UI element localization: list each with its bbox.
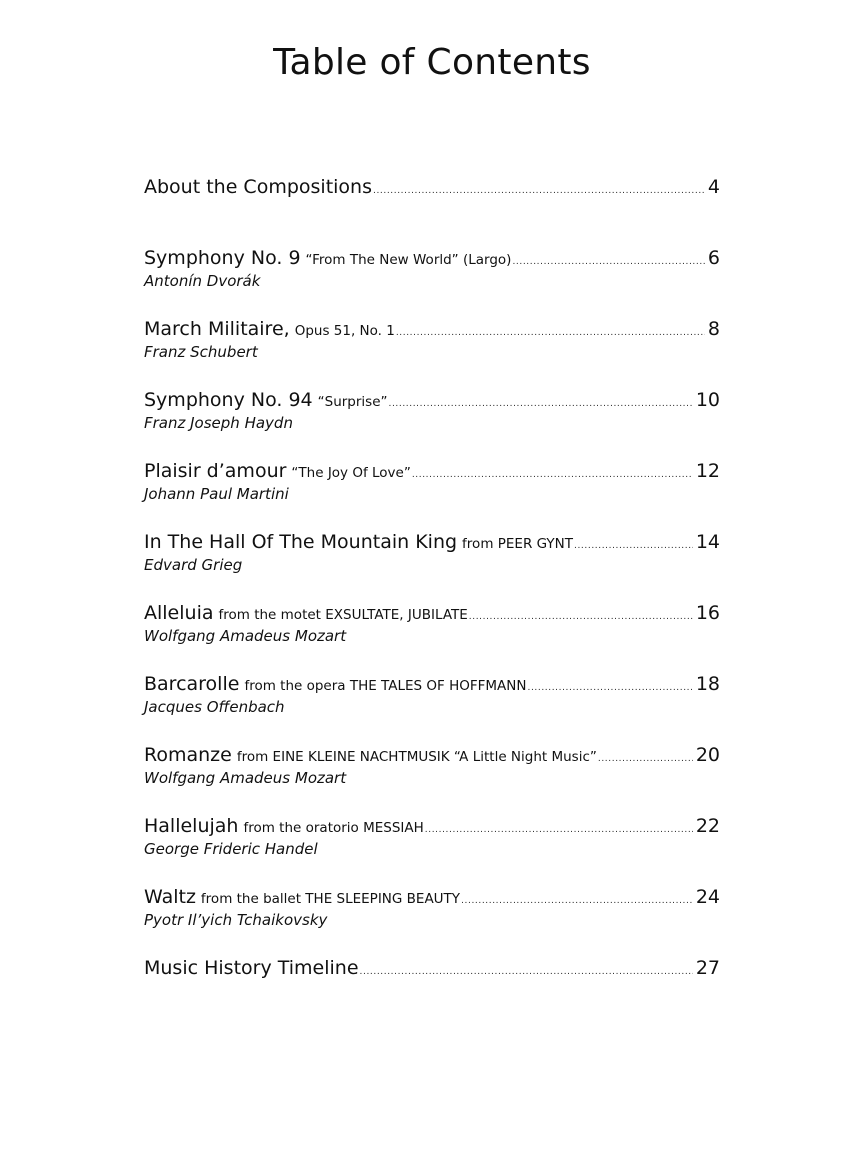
entry-page-number: 24 — [695, 886, 720, 908]
entry-page-number: 6 — [707, 247, 720, 269]
entry-composer: Johann Paul Martini — [144, 485, 289, 503]
entry-title: March Militaire, — [144, 318, 290, 340]
toc-entry[interactable] — [144, 815, 720, 886]
entry-title: Romanze — [144, 744, 232, 766]
entry-title: Music History Timeline — [144, 957, 359, 979]
dot-leader — [512, 257, 704, 267]
entry-page-number: 18 — [695, 673, 720, 695]
entry-composer: Jacques Offenbach — [144, 698, 285, 716]
entry-title: Alleluia — [144, 602, 214, 624]
dot-leader — [360, 967, 693, 977]
toc-entry[interactable] — [144, 886, 720, 957]
toc-entry[interactable] — [144, 389, 720, 460]
entry-page-number: 14 — [695, 531, 720, 553]
entry-subtitle: from the motet EXSULTATE, JUBILATE — [218, 607, 468, 623]
entry-page-number: 12 — [695, 460, 720, 482]
entry-subtitle: from the opera THE TALES OF HOFFMANN — [244, 678, 527, 694]
entry-page-number: 8 — [707, 318, 720, 340]
entry-subtitle: “Surprise” — [317, 394, 388, 410]
entry-subtitle: from the oratorio MESSIAH — [243, 820, 424, 836]
entry-subtitle: “The Joy Of Love” — [291, 465, 411, 481]
dot-leader — [389, 399, 693, 409]
entry-title: In The Hall Of The Mountain King — [144, 531, 458, 553]
toc-entry[interactable] — [144, 531, 720, 602]
dot-leader — [527, 683, 692, 693]
entry-title: About the Compositions — [144, 176, 372, 198]
entry-page-number: 16 — [695, 602, 720, 624]
entry-title: Waltz — [144, 886, 196, 908]
entry-subtitle: from EINE KLEINE NACHTMUSIK “A Little Night Music” — [236, 749, 597, 765]
entry-page-number: 27 — [695, 957, 720, 979]
page-title: Table of Contents — [273, 42, 591, 83]
entry-composer — [144, 981, 720, 1001]
toc-entry[interactable] — [144, 318, 720, 389]
toc-entry[interactable] — [144, 176, 720, 247]
dot-leader — [574, 541, 693, 551]
entry-page-number: 4 — [707, 176, 720, 198]
toc-entry[interactable] — [144, 673, 720, 744]
entry-title: Symphony No. 9 — [144, 247, 301, 269]
toc-entry[interactable] — [144, 247, 720, 318]
entry-composer: Edvard Grieg — [144, 556, 243, 574]
entry-title: Barcarolle — [144, 673, 240, 695]
entry-page-number: 10 — [695, 389, 720, 411]
entry-title: Symphony No. 94 — [144, 389, 313, 411]
entry-page-number: 22 — [695, 815, 720, 837]
entry-composer: Franz Schubert — [144, 343, 258, 361]
toc-entry[interactable] — [144, 744, 720, 815]
entry-title: Plaisir d’amour — [144, 460, 287, 482]
entry-composer: Wolfgang Amadeus Mozart — [144, 627, 347, 645]
dot-leader — [469, 612, 693, 622]
entry-composer: George Frideric Handel — [144, 840, 318, 858]
entry-composer: Pyotr Il’yich Tchaikovsky — [144, 911, 328, 929]
dot-leader — [396, 328, 705, 338]
dot-leader — [598, 754, 693, 764]
entry-page-number: 20 — [695, 744, 720, 766]
entry-title: Hallelujah — [144, 815, 239, 837]
entry-composer: Franz Joseph Haydn — [144, 414, 293, 432]
toc-entry[interactable] — [144, 957, 720, 1028]
dot-leader — [412, 470, 693, 480]
entry-composer: Antonín Dvorák — [144, 272, 261, 290]
entry-composer — [144, 200, 720, 220]
entry-subtitle: “From The New World” (Largo) — [305, 252, 512, 268]
toc-entry[interactable] — [144, 460, 720, 531]
dot-leader — [373, 186, 705, 196]
table-of-contents — [144, 176, 720, 1028]
dot-leader — [461, 896, 693, 906]
dot-leader — [425, 825, 693, 835]
entry-subtitle: from PEER GYNT — [462, 536, 574, 552]
entry-subtitle: Opus 51, No. 1 — [294, 323, 395, 339]
toc-entry[interactable] — [144, 602, 720, 673]
entry-subtitle: from the ballet THE SLEEPING BEAUTY — [200, 891, 461, 907]
entry-composer: Wolfgang Amadeus Mozart — [144, 769, 347, 787]
